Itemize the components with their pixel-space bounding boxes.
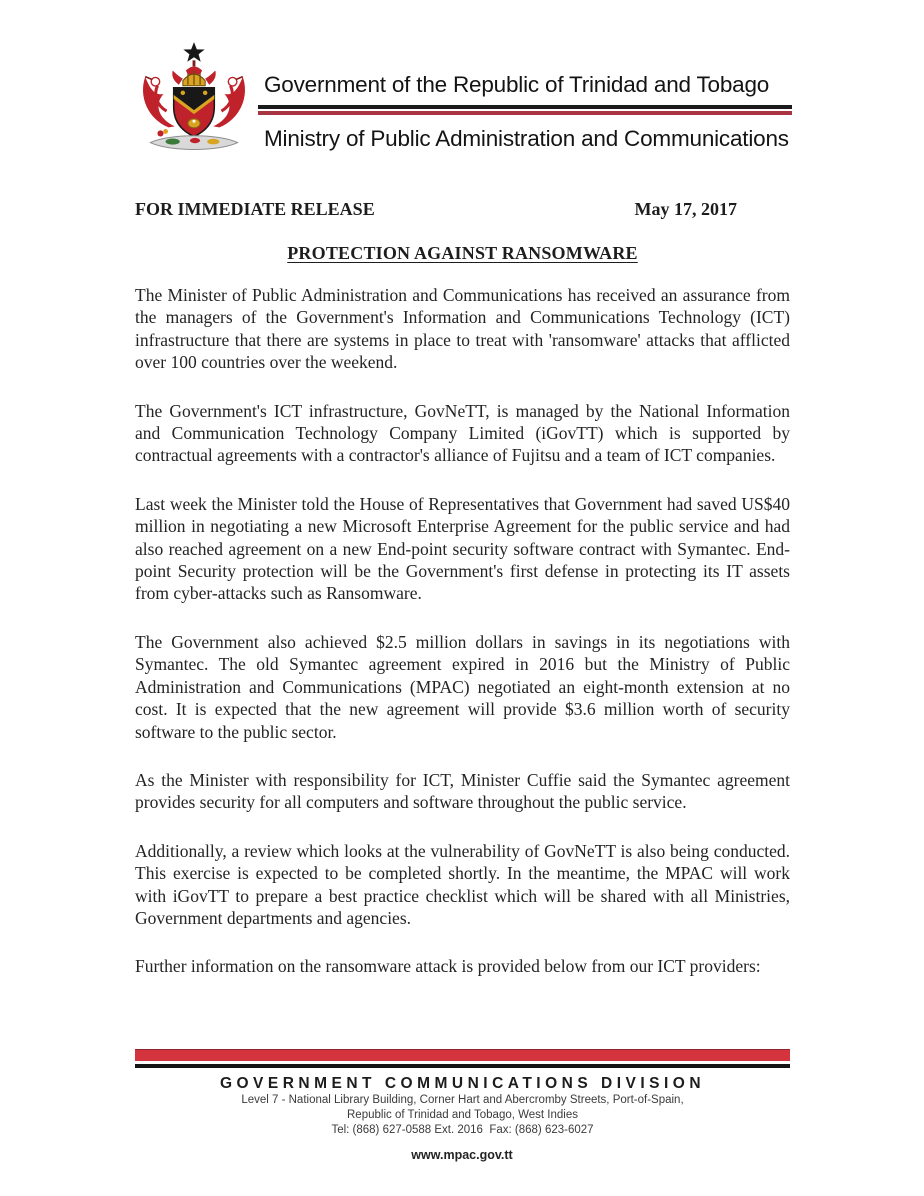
body-copy [135,284,790,1004]
paragraph: Additionally, a review which looks at the vulnerability of GovNeTT is also being conducted. This exercise is expected to be completed shortly. In the meantime, the MPAC will work with iGovTT to prepare a best practice checklist which will be shared with all Ministries, Government departments and agencies. [135,840,790,928]
division-title: GOVERNMENT COMMUNICATIONS DIVISION [219,1075,706,1092]
government-title: Government of the Republic of Trinidad and Tobago [264,72,770,97]
coat-of-arms-logo [128,40,260,166]
paragraph: The Government's ICT infrastructure, GovNeTT, is managed by the National Information and Communication Technology Company Limited (iGovTT) which is supported by contractual agreements with a contractor's alliance of Fujitsu and a team of ICT companies. [135,400,790,466]
footer [135,1049,790,1138]
paragraph: Last week the Minister told the House of Representatives that Government had saved US$40 million in negotiating a new Microsoft Enterprise Agreement for the public service and had also reached agreement on a new End-point security software contract with Symantec. End-point Security protection will be the Government's first defense in protecting its IT assets from cyber-attacks such as Ransomware. [135,493,790,604]
header-divider [258,105,792,117]
address-line-2: Republic of Trinidad and Tobago, West Indies [347,1109,578,1121]
address-line-1: Level 7 - National Library Building, Corner Hart and Abercromby Streets, Port-of-Spain, [241,1094,684,1106]
paragraph: Further information on the ransomware attack is provided below from our ICT providers: [135,956,761,977]
website-url: www.mpac.gov.tt [411,1148,513,1162]
coat-of-arms-icon [128,40,260,166]
paragraph: The Government also achieved $2.5 million dollars in savings in its negotiations with Symantec. The old Symantec agreement expired in 2016 but the Ministry of Public Administration and Communications (MPAC) negotiated an eight-month extension at no cost. It is expected that the new agreement will provide $3.6 million worth of security software to the public sector. [135,631,790,742]
footer-black-bar [135,1064,790,1068]
footer-red-bar [135,1049,790,1061]
paragraph: The Minister of Public Administration and Communications has received an assurance from the managers of the Government's Information and Communications Technology (ICT) infrastructure that there are systems in place to treat with 'ransomware' attacks that afflicted over 100 countries over the weekend. [135,285,790,373]
divider-red-bar [258,111,792,115]
ministry-title: Ministry of Public Administration and Communications [264,126,789,151]
document-title-text: PROTECTION AGAINST RANSOMWARE [287,243,638,263]
release-row [135,199,790,220]
footer-divider [135,1049,790,1068]
paragraph: As the Minister with responsibility for ICT, Minister Cuffie said the Symantec agreement provides security for all computers and software throughout the public service. [135,769,790,813]
release-date: May 17, 2017 [634,199,737,219]
contact-line: Tel: (868) 627-0588 Ext. 2016 Fax: (868) 623-6027 [331,1124,594,1136]
release-label: FOR IMMEDIATE RELEASE [135,199,375,219]
document-title [135,243,790,264]
